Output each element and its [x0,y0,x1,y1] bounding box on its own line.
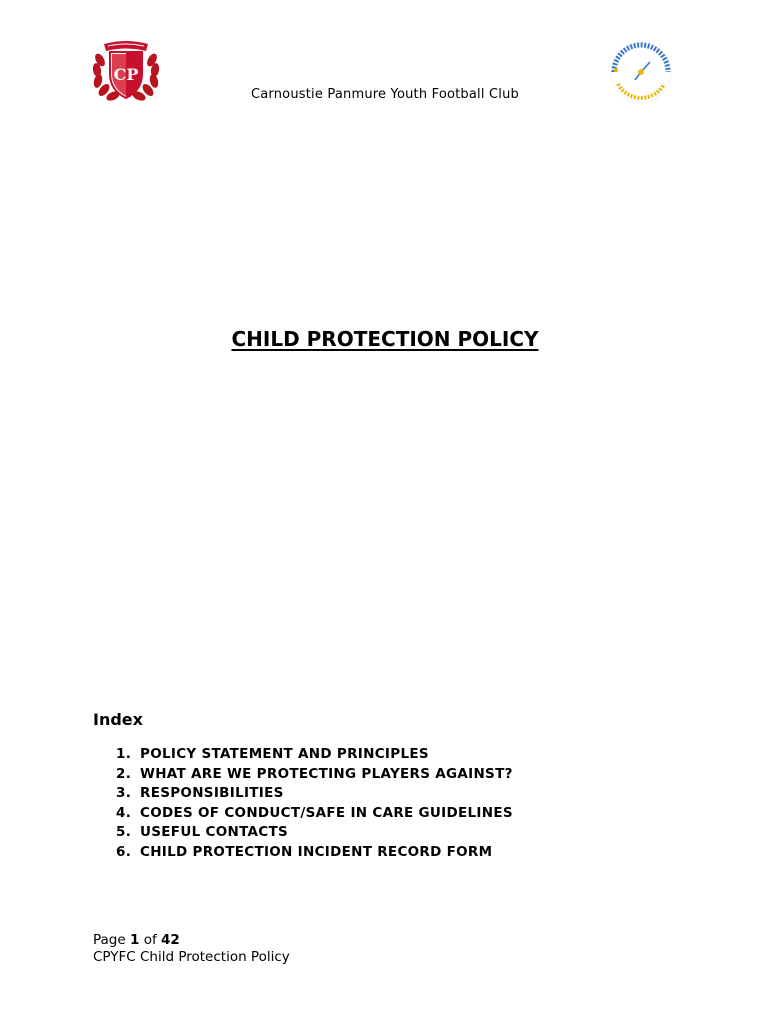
index-item [116,804,513,824]
index-item-label: POLICY STATEMENT AND PRINCIPLES [140,746,429,762]
page-title: CHILD PROTECTION POLICY [231,327,539,351]
index-item-number: 5. [116,824,132,841]
page-number [93,932,290,949]
index-item [116,784,513,804]
index-item [116,843,513,863]
page-total: 42 [161,932,180,948]
index-item-number: 4. [116,804,132,821]
index-item-number: 6. [116,843,132,860]
footer-doc-label: CPYFC Child Protection Policy [93,949,290,965]
index-item-number: 3. [116,785,132,802]
index-item-number: 1. [116,746,132,762]
index-item-label: USEFUL CONTACTS [140,824,289,841]
index-list [116,745,513,863]
page-footer [93,932,290,966]
index-item [116,745,513,765]
index-item [116,765,513,785]
of-word: of [143,932,157,948]
index-item-label: RESPONSIBILITIES [140,785,284,802]
svg-text:CP: CP [113,65,139,84]
index-item [116,823,513,843]
page-word: Page [93,932,126,948]
page-current: 1 [129,932,140,948]
index-item-number: 2. [116,765,132,782]
club-name-header: Carnoustie Panmure Youth Football Club [250,87,519,102]
index-item-label: CHILD PROTECTION INCIDENT RECORD FORM [140,843,493,860]
index-item-label: CODES OF CONDUCT/SAFE IN CARE GUIDELINES [140,804,513,821]
index-heading: Index [93,710,143,729]
index-item-label: WHAT ARE WE PROTECTING PLAYERS AGAINST? [140,765,513,782]
